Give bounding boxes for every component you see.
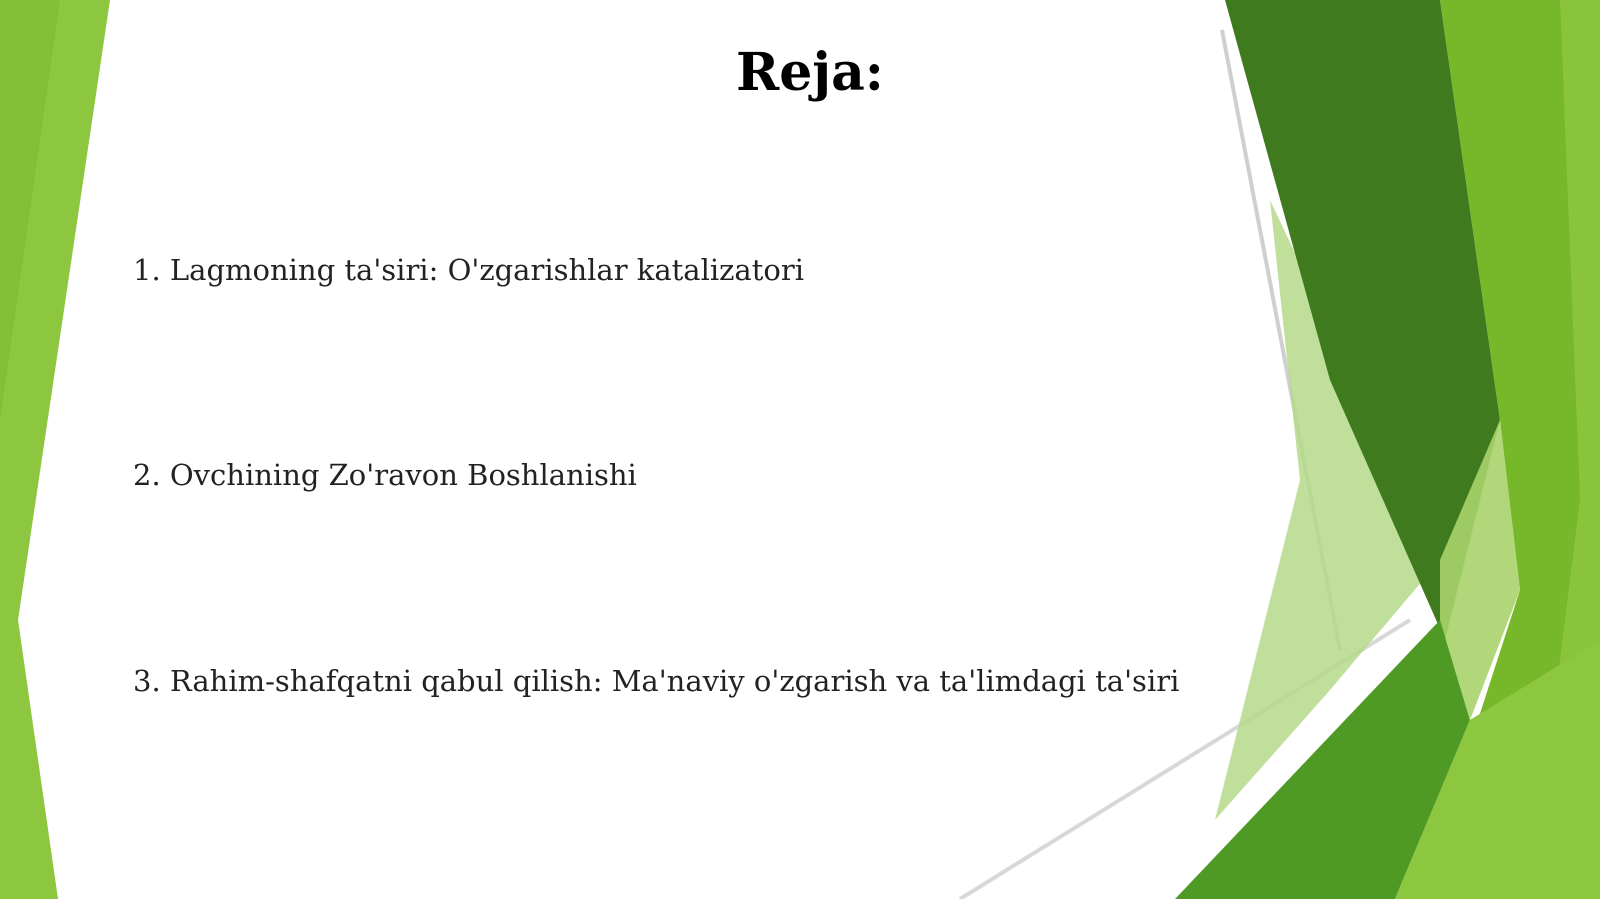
plan-item-text: Ovchining Zo'ravon Boshlanishi — [169, 458, 637, 492]
plan-item — [133, 455, 1213, 495]
plan-item-text: Lagmoning ta'siri: O'zgarishlar katalizatori — [169, 253, 804, 287]
plan-list — [133, 0, 1213, 899]
plan-item-number: 1. — [133, 253, 161, 287]
plan-item — [133, 250, 1213, 290]
plan-item-number: 3. — [133, 664, 161, 698]
slide-title: Reja: — [735, 42, 884, 103]
plan-item-number: 2. — [133, 458, 161, 492]
plan-item — [133, 661, 1213, 701]
plan-item-text: Rahim-shafqatni qabul qilish: Ma'naviy o'zgarish va ta'limdagi ta'siri — [169, 664, 1180, 698]
